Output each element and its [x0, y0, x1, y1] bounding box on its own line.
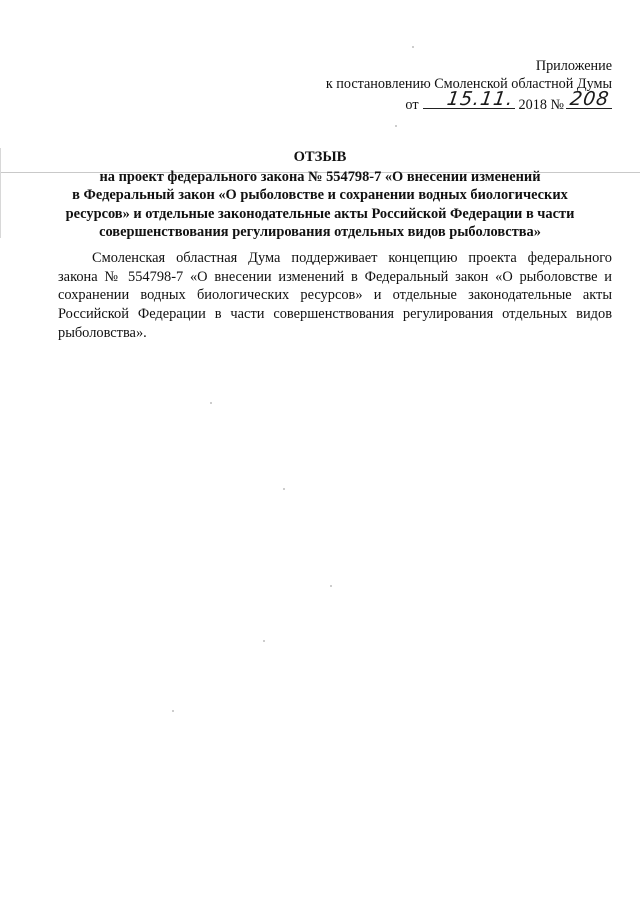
title-line: на проект федерального закона № 554798-7 «О внесении изменений: [99, 168, 541, 185]
paragraph-line: Смоленская областная Дума поддерживает концепцию проекта федерального: [92, 250, 612, 266]
date-blank: [423, 88, 515, 110]
number-blank: [566, 88, 612, 110]
paragraph-line: рыболовства».: [58, 324, 147, 341]
paragraph-line: закона № 554798-7 «О внесении изменений в Федеральный закон «О рыболовстве и: [58, 268, 612, 285]
scan-speck: [330, 585, 332, 587]
appendix-label: Приложение: [535, 58, 612, 74]
appendix-header: [326, 57, 612, 114]
scan-speck: [412, 46, 414, 48]
scan-speck: [172, 710, 174, 712]
body-paragraph: [58, 249, 612, 343]
title-line: ресурсов» и отдельные законодательные акты Российской Федерации в части: [65, 205, 575, 222]
resolution-reference: к постановлению Смоленской областной Думы: [325, 76, 612, 92]
title-heading: ОТЗЫВ: [293, 149, 347, 165]
document-title: [40, 148, 600, 242]
scan-speck: [395, 125, 397, 127]
handwritten-date: 15.11.: [445, 88, 515, 110]
title-line: совершенствования регулирования отдельных видов рыболовства»: [99, 224, 541, 240]
resolution-date-line: [326, 88, 612, 114]
handwritten-number: 208: [568, 88, 611, 110]
date-prefix: от: [405, 97, 419, 113]
paragraph-line: Российской Федерации в части совершенствования регулирования отдельных видов: [58, 306, 612, 323]
scan-margin-mark: [0, 148, 1, 238]
scan-speck: [283, 488, 285, 490]
paragraph-line: сохранении водных биологических ресурсов» и отдельные законодательные акты: [58, 287, 612, 304]
scan-speck: [210, 402, 212, 404]
year-and-number-label: 2018 №: [518, 97, 564, 113]
title-line: в Федеральный закон «О рыболовстве и сохранении водных биологических: [72, 187, 568, 203]
scan-speck: [263, 640, 265, 642]
